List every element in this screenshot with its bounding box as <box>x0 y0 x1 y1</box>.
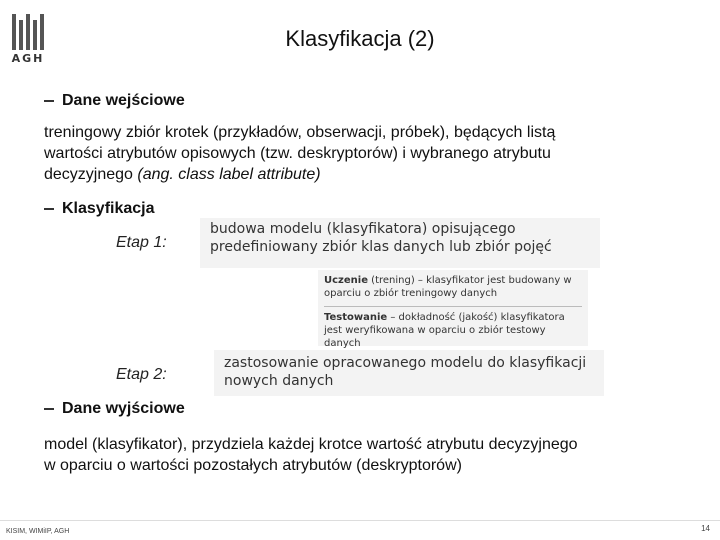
bullet-dash-icon <box>44 408 54 410</box>
output-data-description: model (klasyfikator), przydziela każdej krotce wartość atrybutu decyzyjnego w oparciu o wartości pozostałych atrybutów (deskryptorów) <box>44 436 578 474</box>
stage2-box: zastosowanie opracowanego modelu do klasyfikacji nowych danych <box>214 350 604 396</box>
heading-classification: Klasyfikacja <box>44 200 155 218</box>
footer-affiliation: KISIM, WIMiIP, AGH <box>6 528 70 535</box>
agh-logo-text: AGH <box>11 52 45 65</box>
bullet-dash-icon <box>44 100 54 102</box>
bullet-dash-icon <box>44 208 54 210</box>
stage1-box: budowa modelu (klasyfikatora) opisującego predefiniowany zbiór klas danych lub zbiór pojęć <box>200 218 600 268</box>
heading-output-data: Dane wyjściowe <box>44 400 185 418</box>
footer-divider <box>0 520 720 521</box>
divider <box>324 306 582 307</box>
slide-title: Klasyfikacja (2) <box>285 26 435 51</box>
stage1-label: Etap 1: <box>116 234 167 251</box>
input-data-description: treningowy zbiór krotek (przykładów, obserwacji, próbek), będących listą wartości atrybutów opisowych (tzw. deskryptorów) i wybranego atrybutu decyzyjnego (ang. class label attribute) <box>44 124 556 183</box>
stage2-label: Etap 2: <box>116 366 167 383</box>
page-number: 14 <box>701 524 710 533</box>
training-testing-box: Uczenie (trening) – klasyfikator jest budowany w oparciu o zbiór treningowy danych Testowanie – dokładność (jakość) klasyfikatora jest weryfikowana w oparciu o zbiór testowy danych <box>318 270 588 346</box>
heading-input-data: Dane wejściowe <box>44 92 185 110</box>
